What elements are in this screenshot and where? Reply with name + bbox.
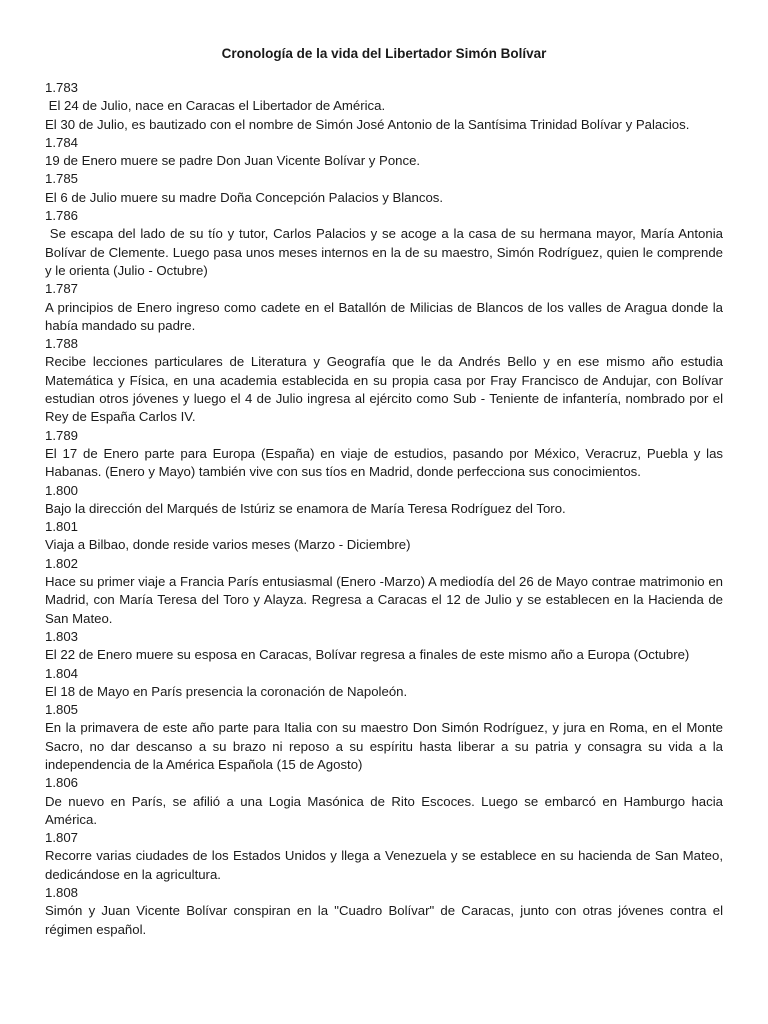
entry-text: Recorre varias ciudades de los Estados Unidos y llega a Venezuela y se establece en su hacienda de San Mateo, dedicándose en la agricultura.: [45, 848, 727, 882]
chronology-entry: [45, 555, 727, 628]
entry-year: 1.801: [45, 519, 79, 535]
entry-text: El 24 de Julio, nace en Caracas el Libertador de América.: [45, 98, 386, 114]
entry-text: El 17 de Enero parte para Europa (España) en viaje de estudios, pasando por México, Veracruz, Puebla y las Habanas. (Enero y Mayo) también vive con sus tíos en Madrid, donde perfecciona sus conocimientos.: [45, 445, 727, 480]
entry-year: 1.804: [45, 665, 79, 681]
entry-year: 1.786: [45, 208, 79, 224]
entry-text: Bajo la dirección del Marqués de Istúriz se enamora de María Teresa Rodríguez del Toro.: [45, 500, 566, 516]
entry-year: 1.802: [45, 555, 79, 571]
entry-year: 1.803: [45, 628, 79, 644]
entry-year: 1.787: [45, 281, 79, 297]
entry-text: Hace su primer viaje a Francia París entusiasmal (Enero -Marzo) A mediodía del 26 de Mayo contrae matrimonio en Madrid, con María Teresa del Toro y Alayza. Regresa a Caracas el 12 de Julio y se establecen en la Hacienda de San Mateo.: [45, 574, 727, 626]
chronology-entry: [45, 280, 727, 335]
entry-text: El 6 de Julio muere su madre Doña Concepción Palacios y Blancos.: [45, 189, 444, 205]
chronology-entry: [45, 79, 723, 134]
chronology-entry: [45, 701, 727, 774]
entry-year: 1.800: [45, 482, 79, 498]
entry-year: 1.805: [45, 702, 79, 718]
entry-text: A principios de Enero ingreso como cadete en el Batallón de Milicias de Blancos de los valles de Aragua donde la había mandado su padre.: [45, 299, 727, 333]
entry-year: 1.784: [45, 134, 79, 150]
entry-year: 1.806: [45, 775, 79, 791]
chronology-list: [45, 79, 727, 939]
chronology-entry: [45, 884, 727, 939]
chronology-entry: [45, 774, 726, 829]
chronology-entry: [45, 207, 727, 280]
chronology-entry: [45, 829, 727, 884]
chronology-entry: [45, 665, 723, 702]
chronology-entry: [45, 335, 727, 426]
entry-year: 1.807: [45, 830, 79, 846]
entry-text: Recibe lecciones particulares de Literatura y Geografía que le da Andrés Bello y en ese mismo año estudia Matemática y Física, en una academia establecida en su propia casa por Fray Francisco de Andujar, con Bolívar estudian otros jóvenes y luego el 4 de Julio ingresa al ejército como Sub - Teniente de infantería, nombrado por el Rey de España Carlos IV.: [45, 354, 727, 425]
entry-text: Se escapa del lado de su tío y tutor, Carlos Palacios y se acoge a la casa de su hermana mayor, María Antonia Bolívar de Clemente. Luego pasa unos meses internos en la de su maestro, Simón Rodríguez, quien le comprende y le orienta (Julio - Octubre): [45, 226, 727, 278]
entry-year: 1.808: [45, 885, 79, 901]
entry-text: El 18 de Mayo en París presencia la coronación de Napoleón.: [45, 683, 408, 699]
entry-year: 1.789: [45, 427, 79, 443]
entry-year: 1.788: [45, 336, 79, 352]
entry-text: Simón y Juan Vicente Bolívar conspiran en la "Cuadro Bolívar" de Caracas, junto con otras jóvenes contra el régimen español.: [45, 903, 727, 937]
chronology-entry: [45, 518, 723, 555]
entry-year: 1.783: [45, 80, 79, 95]
document-title: Cronología de la vida del Libertador Simón Bolívar: [221, 46, 547, 61]
entry-text: En la primavera de este año parte para Italia con su maestro Don Simón Rodríguez, y jura en Roma, en el Monte Sacro, no dar descanso a su brazo ni reposo a su espíritu hasta liberar a su patria y consagra su vida a la independencia de la América Española (15 de Agosto): [45, 720, 727, 772]
entry-text: De nuevo en París, se afilió a una Logia Masónica de Rito Escoces. Luego se embarcó en Hamburgo hacia América.: [45, 793, 726, 827]
entry-text: El 30 de Julio, es bautizado con el nombre de Simón José Antonio de la Santísima Trinidad Bolívar y Palacios.: [45, 116, 690, 132]
chronology-entry: [45, 170, 723, 207]
entry-year: 1.785: [45, 171, 79, 187]
chronology-entry: [45, 628, 723, 665]
entry-text: Viaja a Bilbao, donde reside varios meses (Marzo - Diciembre): [45, 537, 411, 553]
chronology-entry: [45, 427, 727, 482]
entry-text: El 22 de Enero muere su esposa en Caracas, Bolívar regresa a finales de este mismo año a Europa (Octubre): [45, 647, 690, 663]
chronology-entry: [45, 482, 723, 519]
chronology-entry: [45, 134, 723, 171]
entry-text: 19 de Enero muere se padre Don Juan Vicente Bolívar y Ponce.: [45, 153, 421, 169]
